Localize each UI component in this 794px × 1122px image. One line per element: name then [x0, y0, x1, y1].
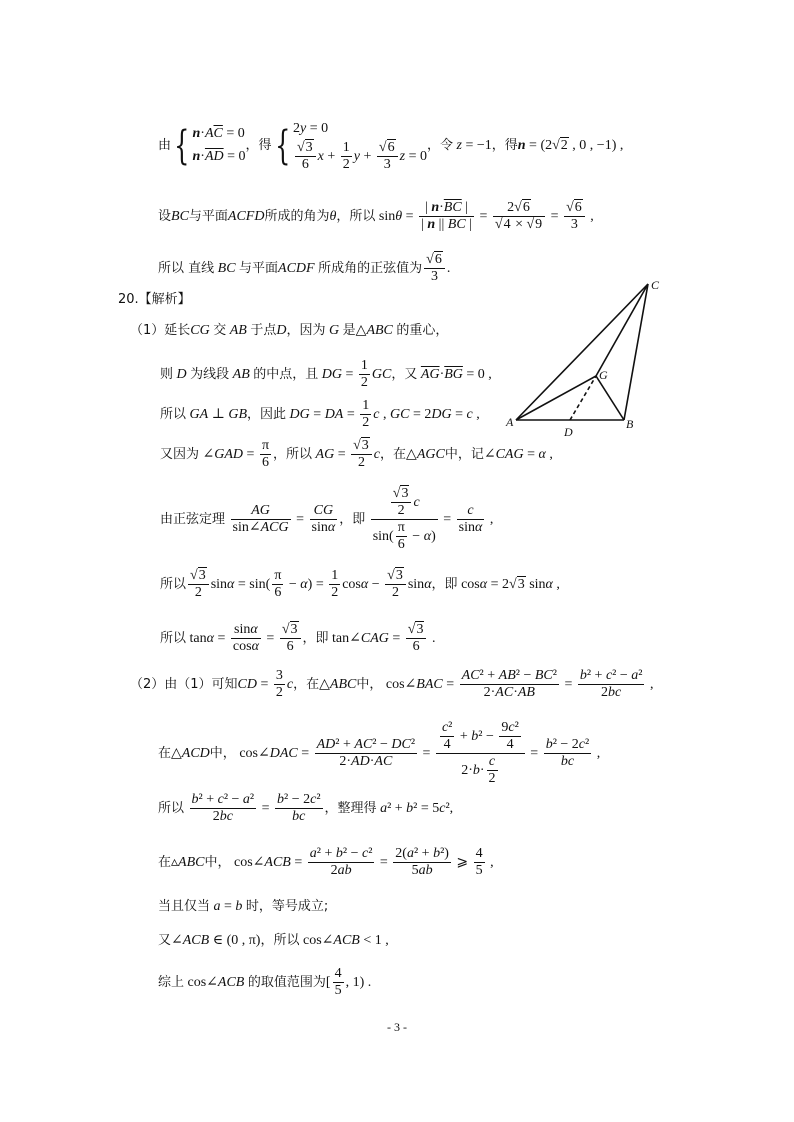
p1-line6: 所以 $\frac{√3}{2}$ sinα = sin( $\frac{\pi}{6}$ − α) = $\frac{1}{2}$ cosα − $\frac{√3}{2}$ sinα，即 cosα = 2√3 sinα , — [160, 568, 560, 601]
label-b: B — [626, 417, 634, 431]
label-c: C — [651, 278, 660, 292]
segment-ag — [516, 376, 596, 420]
label-g: G — [599, 368, 608, 382]
p2-line4: 在▵ABC中， cos∠ACB = $\frac{\text{a² + b² − c²}}{2ab}$ = $\frac{\text{2(a² + b²)}}{5ab}$ ⩾ $\frac{4}{5}$ , — [158, 846, 494, 879]
page-number: - 3 - — [387, 1020, 407, 1034]
p2-line7: 综上 cos∠ACB 的取值范围为[ $\frac{4}{5}$ , 1) . — [158, 966, 372, 999]
line-conclusion-19: 所以 直线 BC 与平面ACDF 所成角的正弦值为 $\frac{√6}{3}$ . — [158, 252, 451, 285]
p1-line5: 由正弦定理 $\frac{AG}{\text{sin∠ACG}}$ = $\frac{CG}{\sin\alpha}$ ，即 $\frac{√3}{2}$ c sin( $\frac{\pi}{6}$ − α) = $\frac{c}{\sin\alpha}$ , — [160, 486, 494, 553]
p2-line5: 当且仅当 a = b 时，等号成立; — [158, 899, 329, 914]
p1-line7: 所以 tanα = $\frac{\sin\alpha}{\cos\alpha}$ = $\frac{√3}{6}$ ，即 tan∠CAG = $\frac{√3}{6}$ . — [160, 622, 436, 655]
segment-bg — [596, 376, 624, 420]
p2-line2: 在△ACD中， cos∠DAC = $\frac{\text{AD² + AC² − DC²}}{2\cdot AD\cdot AC}$ = $\frac{\text{c²}}{4}$ + b² − $\frac{\text{9c²}}{4}$ 2·b· $\frac{c}{2}$ = $\frac{\text{b² − 2c²}}{bc}$ , — [158, 720, 601, 787]
triangle-figure — [500, 278, 680, 438]
line-normal-vector-system: 由{ $n\cdot A\overline{C} = 0$ $n\cdot\overline{AD} = 0$ ，得{ 2y = 0 $\frac{√3}{6}$ x + $\frac{1}{2}$ y + $\frac{√6}{3}$ z = 0 ，令 z = −1，得n = (2√2 , 0 , −1) , — [158, 121, 624, 173]
section-20-label: 20.【解析】 — [118, 292, 191, 307]
p2-line1: （2）由（1）可知CD = $\frac{3}{2}$ c，在△ABC中， cos∠BAC = $\frac{\text{AC² + AB² − BC²}}{2\cdot AC\cdot AB}$ = $\frac{\text{b² + c² − a²}}{2bc}$ , — [130, 668, 654, 701]
p1-line4: 又因为 ∠GAD = $\frac{\pi}{6}$ ，所以 AG = $\frac{√3}{2}$ c，在△AGC中，记∠CAG = α , — [160, 438, 553, 471]
p2-line6: 又∠ACB ∈ (0 , π)，所以 cos∠ACB < 1 , — [158, 933, 389, 948]
p1-line1: （1）延长CG 交 AB 于点D，因为 G 是△ABC 的重心， — [130, 323, 449, 338]
p2-line3: 所以 $\frac{\text{b² + c² − a²}}{2bc}$ = $\frac{\text{b² − 2c²}}{bc}$ ，整理得 a² + b² = 5c², — [158, 792, 454, 825]
line-sine-theta: 设BC与平面ACFD所成的角为θ，所以 sinθ = $\frac{| n\cdot\overline{BC} |}{| n || \overline{BC} |}$ = $\frac{2√6}{√4 \times √9}$ = $\frac{√6}{3}$ , — [158, 200, 594, 233]
p1-line2: 则 D 为线段 AB 的中点，且 DG = $\frac{1}{2}$ GC，又 $\overline{AG}\cdot\overline{BG} = 0$ , — [160, 358, 492, 391]
p1-line3: 所以 GA ⊥ GB，因此 DG = DA = $\frac{1}{2}$ c , GC = 2DG = c , — [160, 398, 480, 431]
label-a: A — [506, 415, 514, 429]
label-d: D — [564, 425, 573, 438]
